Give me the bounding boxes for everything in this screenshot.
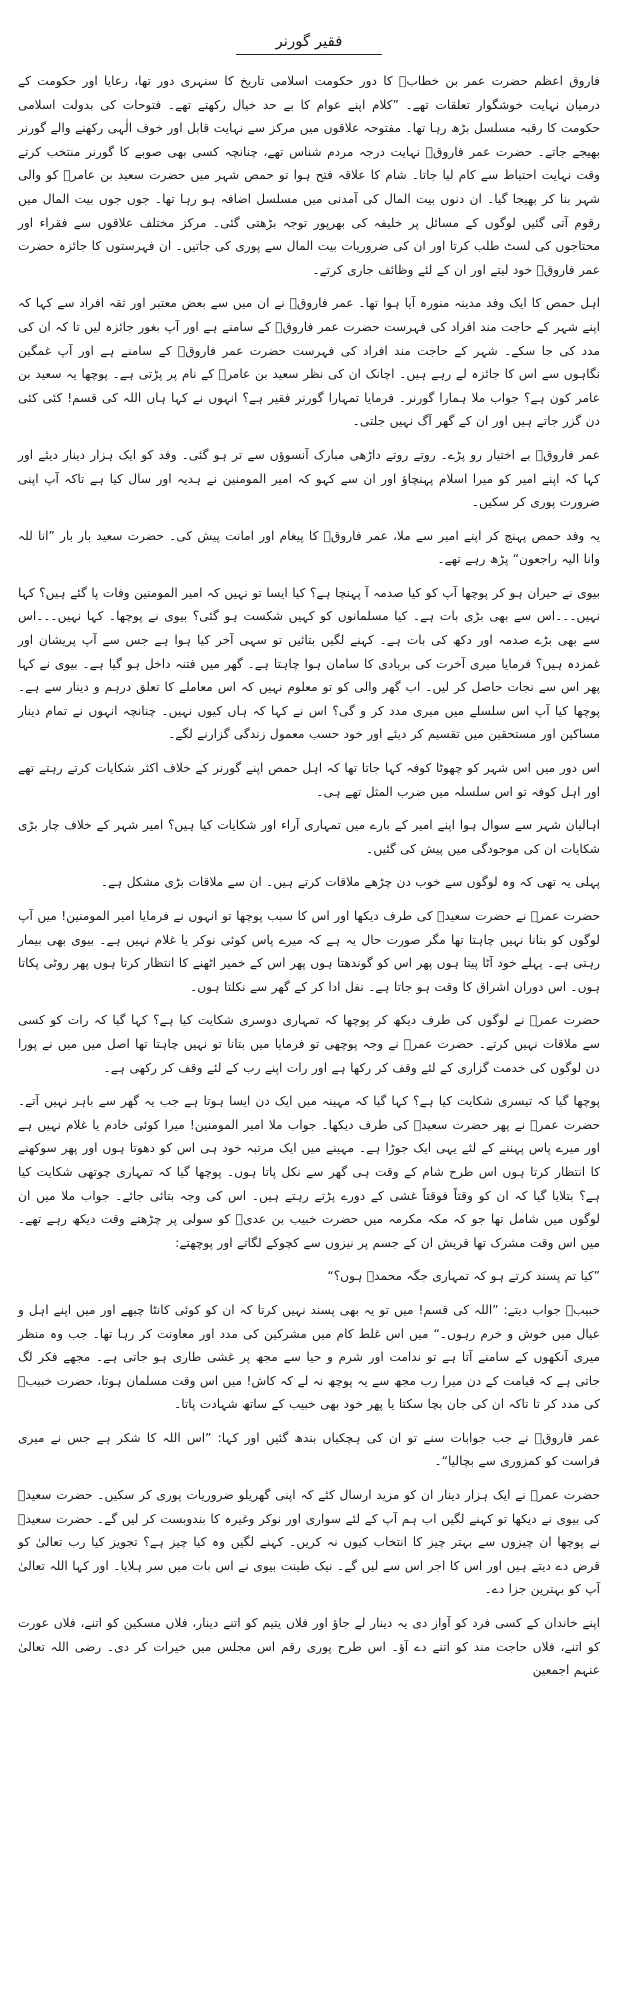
- paragraph: عمر فاروقؓ بے اختیار رو پڑے۔ روتے روتے داڑھی مبارک آنسوؤں سے تر ہو گئی۔ وفد کو ایک ہزار دینار دیئے اور کہا کہ اپنے امیر کو میرا اسلام پہنچاؤ اور ان سے کہو کہ امیر المومنین نے ہدیہ اور سال کیا ہے تاکہ آپ اپنی ضرورت پوری کر سکیں۔: [18, 447, 600, 510]
- paragraph: فاروق اعظم حضرت عمر بن خطابؓ کا دور حکومت اسلامی تاریخ کا سنہری دور تھا، رعایا اور حکومت کے درمیان نہایت خوشگوار تعلقات تھے۔ ”کلام اپنے عوام کا بے حد خیال رکھتے تھے۔ فتوحات کی بدولت اسلامی حکومت کا رقبہ مسلسل بڑھ رہا تھا۔ مفتوحہ علاقوں میں مرکز سے نہایت قابل اور خوف الٰہی رکھنے والے گورنر بھیجے جاتے۔ حضرت عمر فاروقؓ نہایت درجہ مردم شناس تھے، چنانچہ کسی بھی صوبے کا گورنر منتخب کرتے وقت نہایت احتیاط سے کام لیا جاتا۔ شام کا علاقہ فتح ہوا تو حمص شہر میں حضرت سعید بن عامرؓ کو والی شہر بنا کر بھیجا گیا۔ ان دنوں بیت المال کی آمدنی میں مسلسل اضافہ ہو رہا تھا۔ جوں جوں بیت المال میں رقوم آتی گئیں لوگوں کے مسائل پر خلیفہ کی بھرپور توجہ بڑھتی گئی۔ مرکز مختلف علاقوں سے فقراء اور محتاجوں کی لسٹ طلب کرتا اور ان کی ضروریات بیت المال سے پوری کی جاتیں۔ ان فہرستوں کا جائزہ حضرت عمر فاروقؓ خود لیتے اور ان کے لئے وظائف جاری کرتے۔: [18, 74, 600, 277]
- paragraph: اہالیان شہر سے سوال ہوا اپنے امیر کے بارے میں تمہاری آراء اور شکایات کیا ہیں؟ امیر شہر کے خلاف چار بڑی شکایات ان کی موجودگی میں پیش کی گئیں۔: [18, 818, 600, 856]
- paragraph: اپنے خاندان کے کسی فرد کو آواز دی یہ دینار لے جاؤ اور فلاں یتیم کو اتنے دینار، فلاں مسکین کو اتنے، فلاں عورت کو اتنے، فلاں حاجت مند کو اتنے دے آؤ۔ اس طرح پوری رقم اس مجلس میں خیرات کر دی۔ رضی اللہ تعالیٰ عنہم اجمعین: [18, 1616, 600, 1678]
- article-title: فقیر گورنر: [236, 30, 383, 55]
- paragraph: حضرت عمرؓ نے لوگوں کی طرف دیکھ کر پوچھا کہ تمہاری دوسری شکایت کیا ہے؟ کہا گیا کہ رات کو کسی سے ملاقات نہیں کرتے۔ حضرت عمرؓ نے وجہ پوچھی تو فرمایا میں بتانا تو نہیں چاہتا تھا اصل میں میں نے پورا دن لوگوں کی خدمت گزاری کے لئے وقف کر رکھا ہے اور رات اپنے رب کے لئے وقف کر رکھی ہے۔: [18, 1013, 600, 1075]
- paragraph: پہلی یہ تھی کہ وہ لوگوں سے خوب دن چڑھے ملاقات کرتے ہیں۔ ان سے ملاقات بڑی مشکل ہے۔: [100, 875, 600, 890]
- paragraph: اہل حمص کا ایک وفد مدینہ منورہ آیا ہوا تھا۔ عمر فاروقؓ نے ان میں سے بعض معتبر اور ثقہ افراد سے کہا کہ اپنے شہر کے حاجت مند افراد کی فہرست حضرت عمر فاروقؓ کے سامنے ہے اور آپ بغور جائزہ لیں تا کہ ان کی مدد کی جا سکے۔ شہر کے حاجت مند افراد کی فہرست حضرت عمر فاروقؓ کے سامنے ہے اور آپ غمگین نگاہوں سے اس کا جائزہ لے رہے ہیں۔ اچانک ان کی نظر سعید بن عامرؓ کے نام پر پڑتی ہے۔ پوچھا یہ سعید بن عامر کون ہے؟ جواب ملا ہمارا گورنر۔ فرمایا تمہارا گورنر فقیر ہے؟ انہوں نے کہا ہاں اللہ کی قسم! کئی کئی دن گزر جاتے ہیں اور ان کے گھر آگ نہیں جلتی۔: [18, 296, 600, 429]
- paragraph: خبیبؓ جواب دیتے: ”اللہ کی قسم! میں تو یہ بھی پسند نہیں کرتا کہ ان کو کوئی کانٹا چبھے اور میں اپنے اہل و عیال میں خوش و خرم رہوں۔“ میں اس غلط کام میں مشرکین کی مدد اور معاونت کر رہا تھا۔ جب وہ منظر میری آنکھوں کے سامنے آتا ہے تو ندامت اور شرم و حیا سے مجھ پر غشی طاری ہو جاتی ہے۔ مجھے فکر لگ جاتی ہے کہ قیامت کے دن میرا رب مجھ سے یہ پوچھ نہ لے کہ کاش! میں اس وقت مسلمان ہوتا، حضرت خبیبؓ کی مدد کر تا تاکہ ان کی جان بچا سکتا یا پھر خود بھی خبیب کے ساتھ شہادت پاتا۔: [18, 1302, 600, 1412]
- paragraph: ”کیا تم پسند کرتے ہو کہ تمہاری جگہ محمدؐ ہوں؟“: [327, 1269, 600, 1284]
- article-body: [18, 70, 600, 1683]
- paragraph: اس دور میں اس شہر کو چھوٹا کوفہ کہا جاتا تھا کہ اہل حمص اپنے گورنر کے خلاف اکثر شکایات کرتے رہتے تھے اور اہل کوفہ تو اس سلسلہ میں ضرب المثل تھے ہی۔: [18, 761, 600, 799]
- paragraph: پوچھا گیا کہ تیسری شکایت کیا ہے؟ کہا گیا کہ مہینہ میں ایک دن ایسا ہوتا ہے جب یہ گھر سے باہر نہیں آتے۔ حضرت عمرؓ نے پھر حضرت سعیدؓ کی طرف دیکھا۔ جواب ملا امیر المومنین! میرا کوئی خادم یا غلام نہیں ہے اور میرے پاس پہننے کے لئے یہی ایک جوڑا ہے۔ مہینے میں ایک مرتبہ خود ہی اس کو دھوتا ہوں اور پھر سوکھنے کا انتظار کرتا ہوں اس طرح شام کے وقت ہی گھر سے نکل پاتا ہوں۔ پوچھا گیا کہ تمہاری چوتھی شکایت کیا ہے؟ بتلایا گیا کہ ان کو وقتاً فوقتاً غشی کے دورے پڑتے رہتے ہیں۔ اس کی وجہ بتائی جائے۔ جواب ملا میں ان لوگوں میں شامل تھا جو کہ مکہ مکرمہ میں حضرت خبیب بن عدیؓ کو سولی پر چڑھتے وقت دیکھ رہے تھے۔ میں اس وقت مشرک تھا قریش ان کے جسم پر نیزوں سے کچوکے لگاتے اور پوچھتے:: [18, 1094, 600, 1250]
- article-page: [18, 0, 600, 2006]
- paragraph: عمر فاروقؓ نے جب جوابات سنے تو ان کی ہچکیاں بندھ گئیں اور کہا: ”اس اللہ کا شکر ہے جس نے میری فراست کو کمزوری سے بچالیا“۔: [18, 1430, 600, 1469]
- paragraph: حضرت عمرؓ نے حضرت سعیدؓ کی طرف دیکھا اور اس کا سبب پوچھا تو انہوں نے فرمایا امیر المومنین! میں آپ لوگوں کو بتانا نہیں چاہتا تھا مگر صورت حال یہ ہے کہ میرے پاس کوئی نوکر یا غلام نہیں ہے۔ بیوی بھی بیمار رہتی ہے۔ پہلے خود آٹا پیتا ہوں پھر اس کو گوندھتا ہوں پھر اس کے خمیر اٹھنے کا انتظار کرتا ہوں پھر روٹی پکاتا ہوں۔ اس دوران اشراق کا وقت ہو جاتا ہے۔ نفل ادا کر کے گھر سے نکلتا ہوں۔: [18, 909, 600, 994]
- paragraph: بیوی نے حیران ہو کر پوچھا آپ کو کیا صدمہ آ پہنچا ہے؟ کیا ایسا تو نہیں کہ امیر المومنین وفات پا گئے ہیں؟ کہا نہیں۔۔۔اس سے بھی بڑی بات ہے۔ کیا مسلمانوں کو کہیں شکست ہو گئی؟ بیوی نے پوچھا۔ کہا نہیں۔۔۔اس سے بھی بڑے صدمہ اور دکھ کی بات ہے۔ کہنے لگیں بتائیں تو سہی آخر کیا ہوا ہے جس سے آپ پریشان اور غمزدہ ہیں؟ فرمایا میری آخرت کی بربادی کا سامان ہوا چاہتا ہے۔ گھر میں فتنہ داخل ہو گیا ہے۔ بیوی نے کہا پھر اس سے نجات حاصل کر لیں۔ اب گھر والی کو تو معلوم نہیں کہ اس معاملے کا تعلق درہم و دینار سے ہے۔ پوچھا کیا آپ اس سلسلے میں میری مدد کر و گی؟ اس نے کہا کہ ہاں کیوں نہیں۔ چنانچہ انہوں نے تمام دینار مساکین اور مستحقین میں تقسیم کر دیئے اور خود حسب معمول زندگی گزارنے لگے۔: [18, 585, 600, 742]
- paragraph: یہ وفد حمص پہنچ کر اپنے امیر سے ملا، عمر فاروقؓ کا پیغام اور امانت پیش کی۔ حضرت سعید بار بار ”انا للہ وانا الیہ راجعون“ پڑھ رہے تھے۔: [18, 528, 600, 567]
- paragraph: حضرت عمرؓ نے ایک ہزار دینار ان کو مزید ارسال کئے کہ اپنی گھریلو ضروریات پوری کر سکیں۔ حضرت سعیدؓ کی بیوی نے دیکھا تو کہنے لگیں اب ہم آپ کے لئے سواری اور نوکر وغیرہ کا بندوبست کر لیں گے۔ حضرت سعیدؓ نے پوچھا ان چیزوں سے بہتر چیز کا انتخاب کیوں نہ کریں۔ کہنے لگیں وہ کیا چیز ہے؟ تجویز کیا رب تعالیٰ کو قرض دے دیتے ہیں اور اس کا اجر اس سے لیں گے۔ نیک طینت بیوی نے اس بات میں سر ہلایا۔ اور کہا اللہ تعالیٰ آپ کو بہترین جزا دے۔: [18, 1488, 600, 1597]
- title-area: [18, 30, 600, 60]
